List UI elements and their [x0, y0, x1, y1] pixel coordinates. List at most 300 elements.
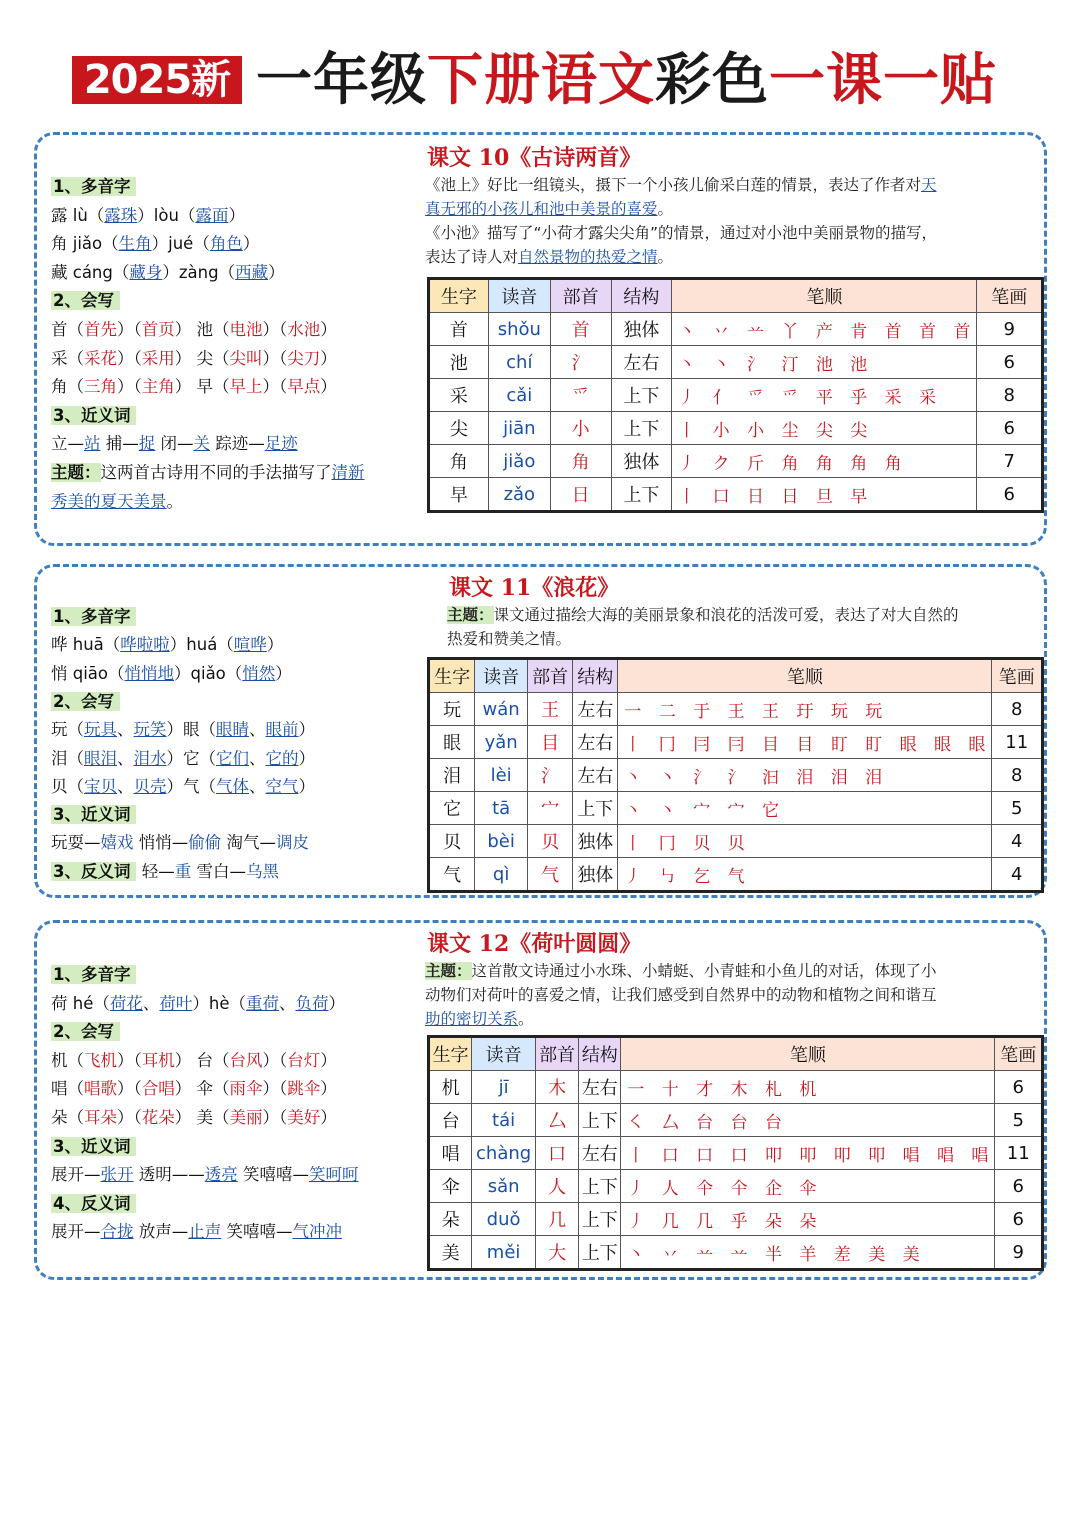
table-header-3: 结构 — [573, 659, 618, 693]
note-text: ） — [268, 262, 285, 282]
pinyin-cell: tā — [475, 792, 528, 825]
char-cell: 眼 — [429, 726, 475, 759]
note-text: ） 伞（ — [174, 1079, 230, 1099]
note-text: 、 — [117, 748, 134, 768]
radical-cell: 几 — [536, 1203, 579, 1236]
note-text: 秀美的夏天美景 — [51, 491, 167, 511]
lesson-title: 课文 11《浪花》 — [449, 575, 620, 601]
radical-cell: 爫 — [550, 379, 611, 412]
stroke-order-cell: 丶 丶 氵 氵 汩 泪 泪 泪 — [618, 759, 992, 792]
structure-cell: 独体 — [573, 858, 618, 892]
section-label: 3、反义词 — [51, 862, 136, 881]
note-text: ）zàng（ — [162, 262, 236, 282]
note-text: 眼前 — [265, 720, 299, 740]
note-text: 重 — [174, 861, 192, 881]
stroke-order-cell: 丶 丷 䒑 䒑 半 羊 差 美 美 — [621, 1236, 995, 1270]
note-text: 重荷 — [245, 993, 279, 1013]
note-text: 淘气— — [221, 833, 276, 853]
note-text: ）（ — [117, 320, 142, 339]
note-text: 飞机 — [84, 1050, 117, 1070]
note-text: 美好 — [287, 1108, 321, 1127]
note-text: 眼睛 — [216, 720, 249, 740]
note-text: 水池 — [287, 320, 321, 339]
note-text: 尖刀 — [287, 348, 321, 368]
note-text: ）huá（ — [169, 635, 234, 655]
stroke-order-cell: 丿 ク 斤 角 角 角 角 — [672, 445, 977, 478]
note-text: 早点 — [287, 377, 321, 397]
lesson-title: 课文 10《古诗两首》 — [427, 145, 642, 171]
table-row — [429, 858, 1043, 892]
note-line — [51, 662, 292, 686]
pinyin-cell: wán — [475, 693, 528, 726]
radical-cell: 王 — [528, 693, 573, 726]
note-line — [51, 347, 337, 371]
note-text: ）jué（ — [151, 234, 210, 254]
lesson-intro — [447, 603, 1057, 651]
note-text: ）（ — [117, 1079, 142, 1099]
stroke-order-cell: 丶 丷 䒑 丫 产 肯 首 首 首 — [672, 313, 977, 346]
table-header-5: 笔画 — [992, 659, 1043, 693]
note-text: 关 — [193, 434, 210, 454]
note-text: 跳伞 — [287, 1079, 321, 1099]
note-text: ）（ — [117, 1108, 142, 1127]
radical-cell: 小 — [550, 412, 611, 445]
structure-cell: 独体 — [573, 825, 618, 858]
note-line — [51, 461, 365, 485]
stroke-count-cell: 6 — [977, 478, 1043, 512]
char-cell: 台 — [429, 1104, 472, 1137]
title-part-1: 一年级 — [256, 47, 427, 113]
note-text: 踪迹— — [210, 434, 265, 454]
note-text: 荷叶 — [159, 993, 193, 1013]
section-tag — [51, 1192, 136, 1216]
radical-cell: 宀 — [528, 792, 573, 825]
note-text: 主题： — [51, 463, 101, 482]
note-text: 唱歌 — [84, 1079, 117, 1099]
note-text: 负荷 — [295, 993, 329, 1013]
table-header-0: 生字 — [429, 1037, 472, 1071]
note-text: 露 lù（ — [51, 205, 105, 225]
note-line — [51, 1163, 359, 1187]
intro-segment: 主题： — [425, 962, 472, 980]
note-text: 哗 huā（ — [51, 635, 121, 655]
note-text: 喧哗 — [233, 635, 267, 655]
note-text: 雨伞 — [229, 1079, 263, 1099]
note-text: ） — [298, 720, 315, 740]
note-text: 首（ — [51, 320, 84, 339]
char-cell: 尖 — [429, 412, 489, 445]
note-text: 捕— — [100, 434, 139, 454]
radical-cell: 人 — [536, 1170, 579, 1203]
structure-cell: 独体 — [611, 313, 672, 346]
structure-cell: 上下 — [611, 379, 672, 412]
note-text: ）眼（ — [166, 720, 216, 740]
note-text: 首先 — [84, 320, 117, 339]
note-text: ） 池（ — [174, 320, 230, 339]
lesson-intro — [425, 959, 1035, 1031]
lesson-card-10 — [34, 132, 1047, 546]
note-text: 合拢 — [100, 1222, 134, 1242]
intro-segment: 课文通过描绘大海的美丽景象和浪花的活泼可爱，表达了对大自然的 — [493, 606, 959, 624]
note-text: ） 早（ — [174, 377, 230, 397]
note-text: ） — [320, 1079, 337, 1099]
section-label: 2、会写 — [51, 291, 120, 310]
note-text: ） — [320, 1108, 337, 1127]
intro-segment: 天 — [921, 176, 937, 194]
pinyin-cell: chàng — [472, 1137, 536, 1170]
stroke-order-cell: 丿 几 几 乎 朵 朵 — [621, 1203, 995, 1236]
note-text: 、 — [249, 748, 266, 768]
stroke-count-cell: 9 — [977, 313, 1043, 346]
stroke-count-cell: 5 — [992, 792, 1043, 825]
note-line — [51, 232, 259, 256]
section-tag — [51, 404, 136, 428]
note-text: 角 jiǎo（ — [51, 234, 119, 254]
note-text: ）（ — [262, 348, 288, 368]
note-text: 乌黑 — [245, 861, 279, 881]
note-text: 悄悄地 — [124, 663, 175, 683]
pinyin-cell: shǒu — [488, 313, 550, 346]
pinyin-cell: qì — [475, 858, 528, 892]
note-line — [51, 633, 283, 657]
table-row — [429, 726, 1043, 759]
table-header-1: 读音 — [472, 1037, 536, 1071]
table-row — [429, 346, 1043, 379]
table-header-2: 部首 — [536, 1037, 579, 1071]
stroke-order-cell: 丿 亻 爫 爫 平 乎 采 采 — [672, 379, 977, 412]
note-text: 泪（ — [51, 748, 84, 768]
note-text: ） — [298, 748, 315, 768]
note-text: 角（ — [51, 377, 84, 397]
note-text: 这两首古诗用不同的手法描写了 — [100, 463, 332, 482]
intro-segment: 这首散文诗通过小水珠、小蜻蜓、小青蛙和小鱼儿的对话，体现了小 — [471, 962, 937, 980]
stroke-count-cell: 6 — [995, 1170, 1043, 1203]
note-text: 哗啦啦 — [120, 635, 170, 655]
radical-cell: 口 — [536, 1137, 579, 1170]
radical-cell: 氵 — [550, 346, 611, 379]
note-line — [51, 1106, 337, 1130]
stroke-order-cell: 丨 小 小 尘 尖 尖 — [672, 412, 977, 445]
table-header-4: 笔顺 — [672, 279, 977, 313]
stroke-table — [427, 1035, 1044, 1271]
table-header-1: 读音 — [475, 659, 528, 693]
stroke-table — [427, 277, 1044, 513]
pinyin-cell: jiān — [488, 412, 550, 445]
stroke-order-cell: 丶 丶 宀 宀 它 — [618, 792, 992, 825]
note-text: 玩笑 — [133, 720, 167, 740]
table-row — [429, 1137, 1043, 1170]
intro-segment: 动物们对荷叶的喜爱之情，让我们感受到 — [425, 986, 705, 1004]
char-cell: 玩 — [429, 693, 475, 726]
table-row — [429, 379, 1043, 412]
note-text: 。 — [166, 491, 183, 511]
section-tag — [51, 963, 136, 987]
section-label: 3、近义词 — [51, 805, 136, 824]
char-cell: 早 — [429, 478, 489, 512]
table-row — [429, 759, 1043, 792]
note-text: 贝（ — [51, 776, 84, 796]
structure-cell: 上下 — [611, 412, 672, 445]
structure-cell: 独体 — [611, 445, 672, 478]
note-text: 、 — [249, 720, 266, 740]
table-row — [429, 1203, 1043, 1236]
note-text: 、 — [142, 993, 160, 1013]
structure-cell: 左右 — [573, 759, 618, 792]
note-text: 首页 — [141, 320, 175, 339]
intro-segment: 主题： — [447, 606, 494, 624]
radical-cell: 贝 — [528, 825, 573, 858]
note-text: ）（ — [117, 377, 142, 397]
intro-segment: 《小池》描写了“小荷才露尖尖角”的情景，通过对小池中美丽景物的描写， — [425, 224, 938, 242]
table-header-0: 生字 — [429, 659, 475, 693]
note-text: 角色 — [209, 234, 243, 254]
note-line — [51, 490, 183, 514]
stroke-order-cell: 丨 冂 冃 冃 目 目 盯 盯 眼 眼 眼 — [618, 726, 992, 759]
radical-cell: 木 — [536, 1071, 579, 1104]
note-text: 玩耍— — [51, 833, 101, 853]
structure-cell: 上下 — [579, 1170, 621, 1203]
char-cell: 池 — [429, 346, 489, 379]
note-text: 它的 — [265, 748, 299, 768]
note-text: ）（ — [262, 377, 288, 397]
note-text: ） — [266, 635, 284, 655]
note-text: 玩具 — [84, 720, 117, 740]
pinyin-cell: zǎo — [488, 478, 550, 512]
note-text: ） — [320, 348, 337, 368]
intro-line — [425, 221, 1035, 245]
stroke-count-cell: 6 — [977, 346, 1043, 379]
note-text: 站 — [84, 434, 101, 454]
note-line — [51, 318, 337, 342]
radical-cell: 氵 — [528, 759, 573, 792]
note-text: 它们 — [216, 748, 249, 768]
note-text: ） — [320, 377, 337, 397]
stroke-order-cell: 丨 口 日 日 旦 早 — [672, 478, 977, 512]
note-text: 唱（ — [51, 1079, 84, 1099]
section-label: 1、多音字 — [51, 177, 136, 196]
note-text: 采用 — [141, 348, 175, 368]
note-text: 立— — [51, 434, 84, 454]
structure-cell: 左右 — [579, 1137, 621, 1170]
radical-cell: 厶 — [536, 1104, 579, 1137]
section-label: 3、近义词 — [51, 406, 136, 425]
table-header-1: 读音 — [488, 279, 550, 313]
structure-cell: 左右 — [579, 1071, 621, 1104]
stroke-order-cell: 丨 冂 贝 贝 — [618, 825, 992, 858]
intro-line — [425, 173, 1035, 197]
note-text: 合唱 — [141, 1079, 175, 1099]
intro-line — [425, 983, 1035, 1007]
table-row — [429, 1236, 1043, 1270]
pinyin-cell: chí — [488, 346, 550, 379]
table-row — [429, 313, 1043, 346]
char-cell: 贝 — [429, 825, 475, 858]
table-row — [429, 478, 1043, 512]
table-header-2: 部首 — [528, 659, 573, 693]
note-text: 机（ — [51, 1050, 84, 1070]
note-text: ）（ — [262, 320, 288, 339]
structure-cell: 上下 — [579, 1104, 621, 1137]
section-label: 1、多音字 — [51, 607, 136, 626]
note-text: 透亮 — [204, 1165, 238, 1185]
note-text: ） — [242, 234, 260, 254]
page-header — [0, 38, 1080, 118]
note-text: 电池 — [229, 320, 263, 339]
note-text: ） — [320, 1050, 337, 1070]
stroke-count-cell: 11 — [992, 726, 1043, 759]
note-text: 贝壳 — [133, 776, 167, 796]
section-label: 2、会写 — [51, 1022, 120, 1041]
intro-line — [425, 245, 1035, 269]
note-text: 捉 — [138, 434, 156, 454]
pinyin-cell: jī — [472, 1071, 536, 1104]
pinyin-cell: tái — [472, 1104, 536, 1137]
note-text: 露珠 — [104, 205, 138, 225]
note-text: 尖叫 — [229, 348, 263, 368]
stroke-count-cell: 9 — [995, 1236, 1043, 1270]
stroke-order-cell: ㇛ 厶 台 台 台 — [621, 1104, 995, 1137]
note-text: 露面 — [195, 205, 229, 225]
note-text: 展开— — [51, 1165, 101, 1185]
note-text: ） — [275, 663, 292, 683]
char-cell: 首 — [429, 313, 489, 346]
note-text: ） — [320, 320, 337, 339]
note-text: 早上 — [229, 377, 263, 397]
note-text: 悄然 — [242, 663, 276, 683]
note-line — [51, 261, 285, 285]
pinyin-cell: bèi — [475, 825, 528, 858]
table-row — [429, 1104, 1043, 1137]
structure-cell: 上下 — [611, 478, 672, 512]
note-line — [51, 204, 245, 228]
note-text: 悄 qiāo（ — [51, 663, 125, 683]
note-text: 足迹 — [264, 434, 298, 454]
note-line — [51, 831, 309, 855]
table-row — [429, 693, 1043, 726]
table-header-3: 结构 — [611, 279, 672, 313]
note-text: 偷偷 — [188, 833, 222, 853]
table-row — [429, 1071, 1043, 1104]
note-text: ） 尖（ — [174, 348, 230, 368]
note-text: 宝贝 — [84, 776, 117, 796]
stroke-order-cell: 丿 人 仐 仐 企 伞 — [621, 1170, 995, 1203]
lesson-title: 课文 12《荷叶圆圆》 — [427, 931, 642, 957]
section-label: 3、近义词 — [51, 1137, 136, 1156]
pinyin-cell: yǎn — [475, 726, 528, 759]
stroke-table — [427, 657, 1044, 893]
section-label: 2、会写 — [51, 692, 120, 711]
table-header-3: 结构 — [579, 1037, 621, 1071]
note-text: ） 台（ — [174, 1050, 230, 1070]
radical-cell: 首 — [550, 313, 611, 346]
intro-line — [425, 1007, 1035, 1031]
note-text: 放声— — [133, 1222, 189, 1242]
radical-cell: 目 — [528, 726, 573, 759]
stroke-count-cell: 6 — [995, 1071, 1043, 1104]
note-text: 闭— — [155, 434, 194, 454]
note-text: 美丽 — [229, 1108, 263, 1127]
note-text: 笑呵呵 — [309, 1165, 359, 1185]
note-text: 轻— — [136, 861, 175, 881]
note-text: ）hè（ — [192, 993, 246, 1013]
intro-segment: 自然界中的动物和植物之间和谐互 — [704, 986, 937, 1004]
section-tag — [51, 803, 136, 827]
note-text: ） — [228, 205, 245, 225]
radical-cell: 角 — [550, 445, 611, 478]
stroke-count-cell: 6 — [977, 412, 1043, 445]
note-text: ）（ — [262, 1108, 288, 1127]
intro-line — [425, 197, 1035, 221]
stroke-order-cell: 一 十 才 木 札 机 — [621, 1071, 995, 1104]
lesson-card-12 — [34, 920, 1047, 1280]
pinyin-cell: duǒ — [472, 1203, 536, 1236]
section-tag — [51, 1020, 120, 1044]
intro-segment: 。 — [657, 248, 674, 266]
note-text: 眼泪 — [84, 748, 117, 768]
section-tag — [51, 289, 120, 313]
stroke-count-cell: 8 — [992, 693, 1043, 726]
note-text: 藏身 — [129, 262, 163, 282]
note-text: 透明—— — [133, 1165, 205, 1185]
pinyin-cell: lèi — [475, 759, 528, 792]
stroke-count-cell: 6 — [995, 1203, 1043, 1236]
note-text: 、 — [117, 776, 134, 796]
stroke-count-cell: 4 — [992, 858, 1043, 892]
structure-cell: 上下 — [573, 792, 618, 825]
table-header-2: 部首 — [550, 279, 611, 313]
stroke-order-cell: 丿 ㇉ 乞 气 — [618, 858, 992, 892]
lesson-intro — [425, 173, 1035, 269]
pinyin-cell: sǎn — [472, 1170, 536, 1203]
note-text: ）qiǎo（ — [174, 663, 243, 683]
note-text: ）（ — [262, 1079, 288, 1099]
note-text: ） — [328, 993, 345, 1013]
char-cell: 唱 — [429, 1137, 472, 1170]
note-line — [51, 1049, 337, 1073]
note-text: ） 美（ — [174, 1108, 230, 1127]
note-text: 藏 cáng（ — [51, 262, 130, 282]
note-line — [51, 1077, 337, 1101]
note-text: 、 — [249, 776, 266, 796]
note-text: 气冲冲 — [292, 1222, 342, 1242]
note-line — [51, 718, 315, 742]
pinyin-cell: měi — [472, 1236, 536, 1270]
note-text: 调皮 — [276, 833, 309, 853]
intro-segment: 。 — [518, 1010, 534, 1028]
char-cell: 它 — [429, 792, 475, 825]
section-tag — [51, 175, 136, 199]
note-text: 生角 — [118, 234, 152, 254]
note-text: 展开— — [51, 1222, 101, 1242]
table-header-5: 笔画 — [995, 1037, 1043, 1071]
note-text: 清新 — [331, 463, 365, 482]
intro-segment: 。 — [657, 200, 674, 218]
char-cell: 泪 — [429, 759, 475, 792]
note-line — [51, 747, 315, 771]
stroke-order-cell: 一 二 于 王 王 玗 玩 玩 — [618, 693, 992, 726]
note-text: 空气 — [265, 776, 299, 796]
title-part-4: 一课一贴 — [769, 47, 997, 113]
radical-cell: 气 — [528, 858, 573, 892]
radical-cell: 日 — [550, 478, 611, 512]
char-cell: 机 — [429, 1071, 472, 1104]
stroke-count-cell: 5 — [995, 1104, 1043, 1137]
intro-segment: 热爱和赞美之情。 — [447, 630, 572, 648]
intro-segment: 《池上》好比一组镜头，摄下一个小孩儿偷采白莲的情景，表达了作者对 — [425, 176, 922, 194]
pinyin-cell: cǎi — [488, 379, 550, 412]
table-header-4: 笔顺 — [618, 659, 992, 693]
note-text: 笑嘻嘻— — [237, 1165, 309, 1185]
